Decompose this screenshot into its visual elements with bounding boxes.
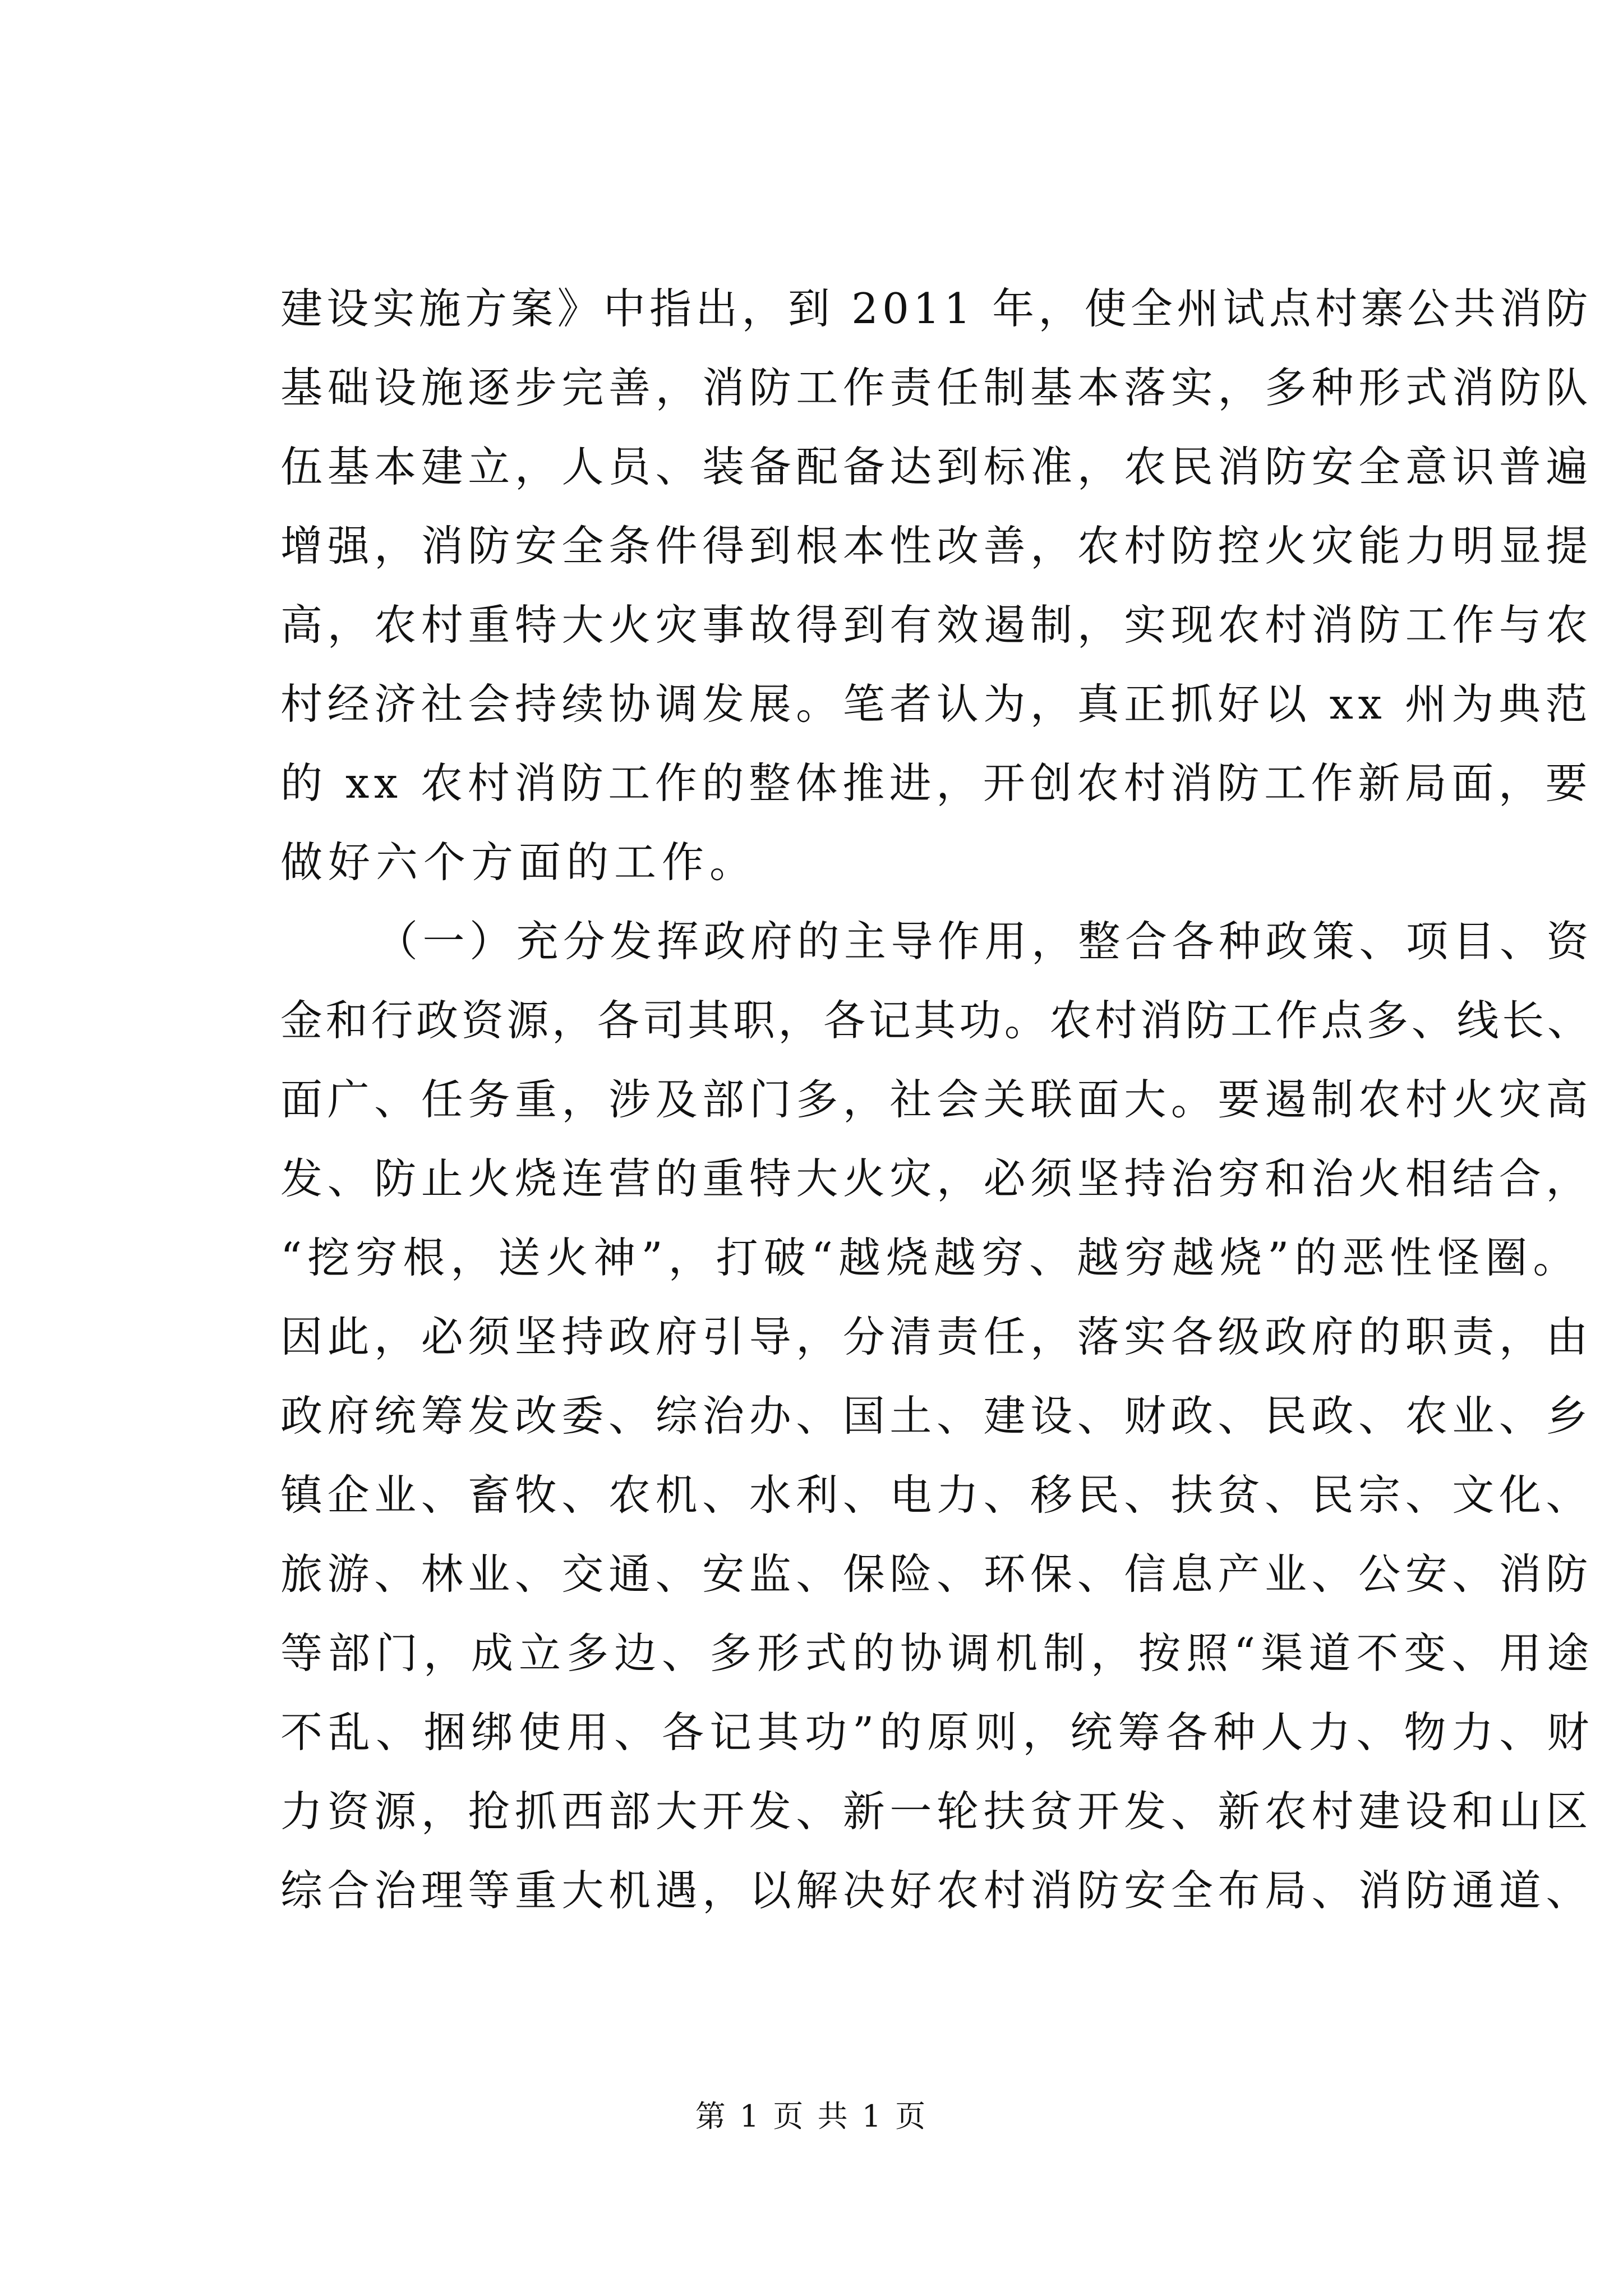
paragraph-first-line: （一）充分发挥政府的主导作用，整合各种政策、项目、资 — [376, 917, 1593, 966]
text-line: 金和行政资源，各司其职，各记其功。农村消防工作点多、线长、 — [280, 996, 1593, 1045]
text-line: “挖穷根，送火神”，打破“越烧越穷、越穷越烧”的恶性怪圈。 — [280, 1233, 1581, 1282]
text-line: 旅游、林业、交通、安监、保险、环保、信息产业、公安、消防 — [280, 1549, 1593, 1599]
text-line: 面广、任务重，涉及部门多，社会关联面大。要遏制农村火灾高 — [280, 1075, 1593, 1124]
text-line: 综合治理等重大机遇，以解决好农村消防安全布局、消防通道、 — [280, 1866, 1593, 1915]
text-line: 村经济社会持续协调发展。笔者认为，真正抓好以 xx 州为典范 — [280, 679, 1592, 729]
text-line: 因此，必须坚持政府引导，分清责任，落实各级政府的职责，由 — [280, 1312, 1593, 1361]
text-line: 不乱、捆绑使用、各记其功”的原则，统筹各种人力、物力、财 — [280, 1708, 1595, 1757]
page-footer: 第 1 页 共 1 页 — [695, 2099, 928, 2134]
text-line: 的 xx 农村消防工作的整体推进，开创农村消防工作新局面，要 — [280, 758, 1592, 808]
text-line: 政府统筹发改委、综治办、国土、建设、财政、民政、农业、乡 — [280, 1391, 1593, 1441]
text-line: 发、防止火烧连营的重特大火灾，必须坚持治穷和治火相结合， — [280, 1154, 1593, 1203]
text-line: 伍基本建立，人员、装备配备达到标准，农民消防安全意识普遍 — [280, 442, 1593, 491]
text-line: 镇企业、畜牧、农机、水利、电力、移民、扶贫、民宗、文化、 — [280, 1470, 1593, 1520]
text-line: 高，农村重特大火灾事故得到有效遏制，实现农村消防工作与农 — [280, 600, 1593, 650]
text-line: 基础设施逐步完善，消防工作责任制基本落实，多种形式消防队 — [280, 363, 1593, 412]
text-line: 增强，消防安全条件得到根本性改善，农村防控火灾能力明显提 — [280, 521, 1593, 570]
text-line: 力资源，抢抓西部大开发、新一轮扶贫开发、新农村建设和山区 — [280, 1787, 1593, 1836]
text-line: 做好六个方面的工作。 — [280, 838, 758, 887]
text-line: 建设实施方案》中指出，到 2011 年，使全州试点村寨公共消防 — [280, 284, 1592, 333]
text-line: 等部门，成立多边、多形式的协调机制，按照“渠道不变、用途 — [280, 1628, 1595, 1678]
